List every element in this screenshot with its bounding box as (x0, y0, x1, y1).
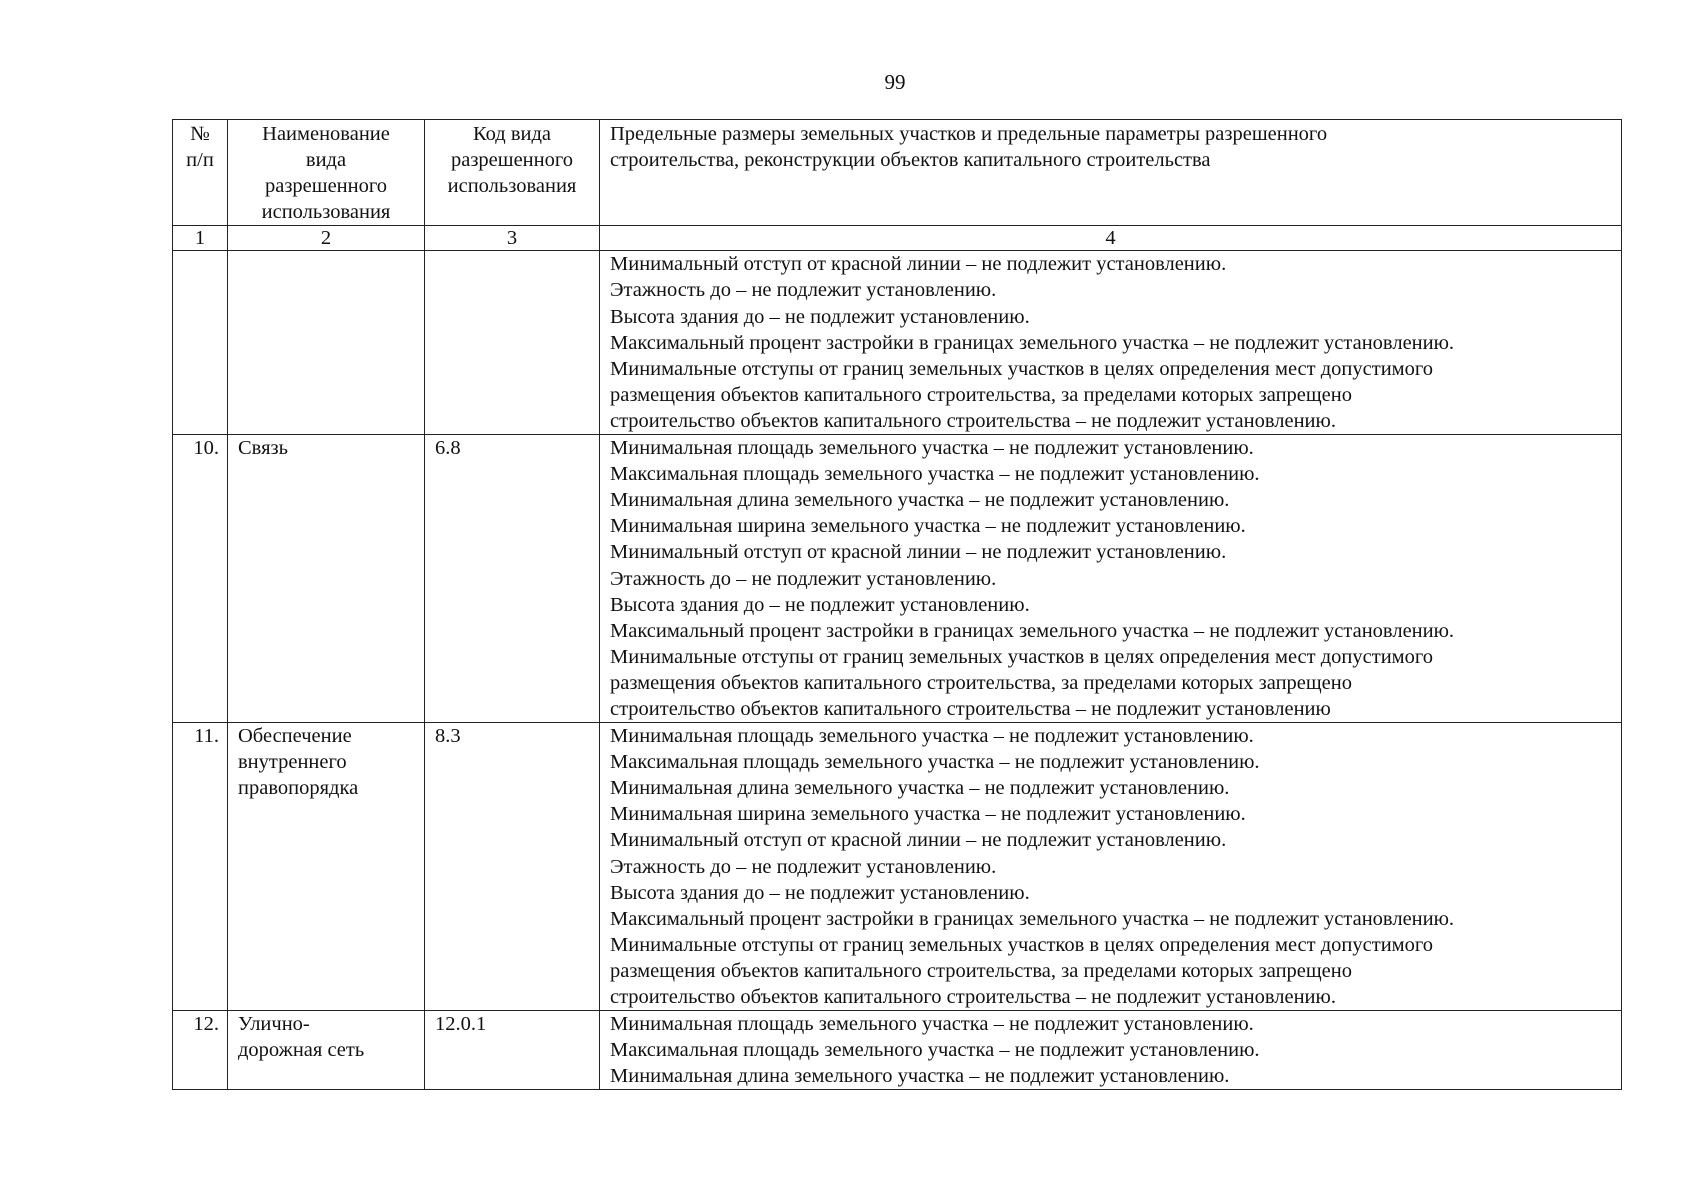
requirements-cell (600, 723, 1622, 1011)
requirement-line: строительство объектов капитального строительства – не подлежит установлению (610, 697, 1331, 720)
header-line: строительства, реконструкции объектов капитального строительства (610, 149, 1211, 172)
row-number (173, 251, 228, 435)
use-code (425, 251, 600, 435)
requirement-line: Минимальный отступ от красной линии – не подлежит установлению. (610, 253, 1227, 276)
header-line: Предельные размеры земельных участков и предельные параметры разрешенного (610, 123, 1328, 145)
requirement-line: Максимальная площадь земельного участка – не подлежит установлению. (610, 1039, 1260, 1062)
table-row (173, 723, 1622, 1011)
requirement-line: Максимальная площадь земельного участка – не подлежит установлению. (610, 463, 1260, 486)
row-number: 11. (173, 723, 228, 1011)
use-name (228, 435, 425, 723)
row-number: 10. (173, 435, 228, 723)
use-code: 12.0.1 (425, 1011, 600, 1090)
header-row (173, 120, 1622, 226)
table-row (173, 1011, 1622, 1090)
requirement-line: Минимальная длина земельного участка – не подлежит установлению. (610, 1065, 1230, 1088)
requirement-line: Максимальный процент застройки в границах земельного участка – не подлежит установлению. (610, 907, 1455, 930)
requirement-line: Максимальный процент застройки в границах земельного участка – не подлежит установлению. (610, 331, 1455, 354)
requirement-line: размещения объектов капитального строительства, за пределами которых запрещено (610, 671, 1353, 694)
table-row (173, 435, 1622, 723)
page-number: 99 (884, 70, 906, 94)
use-code: 8.3 (425, 723, 600, 1011)
requirement-line: строительство объектов капитального строительства – не подлежит установлению. (610, 409, 1336, 432)
header-line: использования (447, 175, 577, 198)
requirement-line: Минимальный отступ от красной линии – не подлежит установлению. (610, 829, 1227, 852)
header-line: Код вида (472, 123, 552, 145)
row-number: 12. (173, 1011, 228, 1090)
requirement-line: Минимальная площадь земельного участка – не подлежит установлению. (610, 1013, 1254, 1036)
requirement-line: Этажность до – не подлежит установлению. (610, 855, 997, 878)
requirement-line: Этажность до – не подлежит установлению. (610, 567, 997, 590)
requirement-line: Минимальная площадь земельного участка – не подлежит установлению. (610, 437, 1254, 460)
header-line: п/п (186, 149, 214, 172)
use-name (228, 1011, 425, 1090)
requirement-line: размещения объектов капитального строительства, за пределами которых запрещено (610, 959, 1353, 982)
requirement-line: Максимальный процент застройки в границах земельного участка – не подлежит установлению. (610, 619, 1455, 642)
requirement-line: Минимальные отступы от границ земельных участков в целях определения мест допустимого (610, 645, 1434, 668)
table-body (173, 226, 1622, 1090)
requirement-line: Минимальный отступ от красной линии – не подлежит установлению. (610, 541, 1227, 564)
table-header (173, 120, 1622, 226)
header-line: № (190, 123, 210, 145)
column-number: 2 (228, 226, 425, 251)
use-name (228, 251, 425, 435)
requirements-cell (600, 251, 1622, 435)
use-name (228, 723, 425, 1011)
use-name-line: правопорядка (238, 777, 359, 800)
regulations-table (172, 119, 1622, 1090)
requirement-line: Максимальная площадь земельного участка – не подлежит установлению. (610, 751, 1260, 774)
requirement-line: Минимальная площадь земельного участка – не подлежит установлению. (610, 725, 1254, 748)
column-number: 3 (425, 226, 600, 251)
requirement-line: Минимальная ширина земельного участка – не подлежит установлению. (610, 803, 1246, 826)
requirement-line: строительство объектов капитального строительства – не подлежит установлению. (610, 986, 1336, 1008)
table-row (173, 251, 1622, 435)
use-name-line: Связь (238, 437, 288, 460)
requirements-cell (600, 1011, 1622, 1090)
header-line: вида (305, 149, 347, 172)
requirement-line: Высота здания до – не подлежит установлению. (610, 593, 1030, 616)
header-row-number (173, 120, 228, 226)
header-line: разрешенного (450, 149, 574, 172)
header-line: разрешенного (264, 175, 388, 198)
column-number: 4 (600, 226, 1622, 251)
requirement-line: размещения объектов капитального строительства, за пределами которых запрещено (610, 383, 1353, 406)
column-numbers-row (173, 226, 1622, 251)
use-name-line: дорожная сеть (238, 1039, 365, 1062)
use-name-line: внутреннего (238, 751, 347, 774)
use-name-line: Улично- (238, 1013, 310, 1036)
header-limits (600, 120, 1622, 226)
requirement-line: Минимальная ширина земельного участка – не подлежит установлению. (610, 515, 1246, 538)
header-use-name (228, 120, 425, 226)
requirement-line: Высота здания до – не подлежит установлению. (610, 881, 1030, 904)
requirement-line: Минимальные отступы от границ земельных участков в целях определения мест допустимого (610, 357, 1434, 380)
requirement-line: Минимальные отступы от границ земельных участков в целях определения мест допустимого (610, 933, 1434, 956)
requirements-cell (600, 435, 1622, 723)
requirement-line: Минимальная длина земельного участка – не подлежит установлению. (610, 489, 1230, 512)
header-use-code (425, 120, 600, 226)
header-line: использования (261, 201, 391, 224)
use-name-line: Обеспечение (238, 725, 352, 748)
requirement-line: Минимальная длина земельного участка – не подлежит установлению. (610, 777, 1230, 800)
requirement-line: Этажность до – не подлежит установлению. (610, 279, 997, 302)
requirement-line: Высота здания до – не подлежит установлению. (610, 305, 1030, 328)
use-code: 6.8 (425, 435, 600, 723)
header-line: Наименование (262, 123, 390, 145)
column-number: 1 (173, 226, 228, 251)
